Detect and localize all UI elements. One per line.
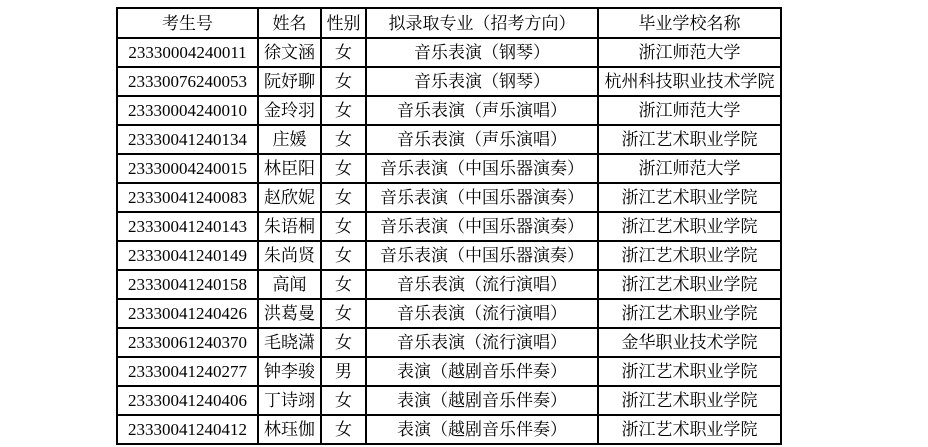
cell-major: 音乐表演（中国乐器演奏） xyxy=(366,241,598,270)
cell-gender: 女 xyxy=(321,96,366,125)
cell-school: 浙江艺术职业学院 xyxy=(598,183,781,212)
cell-exam-number: 23330041240083 xyxy=(117,183,258,212)
cell-gender: 女 xyxy=(321,241,366,270)
cell-school: 浙江艺术职业学院 xyxy=(598,357,781,386)
header-exam-number: 考生号 xyxy=(117,8,258,38)
table-row xyxy=(117,183,781,212)
table-row xyxy=(117,212,781,241)
cell-gender: 女 xyxy=(321,154,366,183)
header-name: 姓名 xyxy=(258,8,321,38)
table-row xyxy=(117,154,781,183)
cell-exam-number: 23330004240010 xyxy=(117,96,258,125)
cell-gender: 女 xyxy=(321,299,366,328)
cell-name: 林珏伽 xyxy=(258,415,321,444)
table-row xyxy=(117,299,781,328)
table-row xyxy=(117,96,781,125)
cell-name: 金玲羽 xyxy=(258,96,321,125)
cell-gender: 女 xyxy=(321,386,366,415)
table-body xyxy=(117,38,781,444)
cell-name: 毛晓潇 xyxy=(258,328,321,357)
cell-exam-number: 23330004240011 xyxy=(117,38,258,67)
cell-gender: 女 xyxy=(321,328,366,357)
header-school: 毕业学校名称 xyxy=(598,8,781,38)
cell-major: 音乐表演（中国乐器演奏） xyxy=(366,154,598,183)
cell-gender: 女 xyxy=(321,270,366,299)
cell-major: 表演（越剧音乐伴奏） xyxy=(366,386,598,415)
cell-major: 音乐表演（声乐演唱） xyxy=(366,125,598,154)
cell-name: 丁诗翊 xyxy=(258,386,321,415)
cell-school: 浙江艺术职业学院 xyxy=(598,270,781,299)
cell-school: 浙江师范大学 xyxy=(598,154,781,183)
cell-school: 浙江艺术职业学院 xyxy=(598,386,781,415)
cell-exam-number: 23330041240143 xyxy=(117,212,258,241)
cell-major: 音乐表演（流行演唱） xyxy=(366,270,598,299)
header-row xyxy=(117,8,781,38)
cell-exam-number: 23330041240406 xyxy=(117,386,258,415)
cell-exam-number: 23330061240370 xyxy=(117,328,258,357)
cell-exam-number: 23330041240426 xyxy=(117,299,258,328)
cell-school: 浙江师范大学 xyxy=(598,96,781,125)
cell-major: 音乐表演（中国乐器演奏） xyxy=(366,212,598,241)
cell-school: 杭州科技职业技术学院 xyxy=(598,67,781,96)
table-row xyxy=(117,38,781,67)
cell-major: 音乐表演（钢琴） xyxy=(366,38,598,67)
cell-exam-number: 23330004240015 xyxy=(117,154,258,183)
cell-gender: 女 xyxy=(321,415,366,444)
cell-major: 音乐表演（钢琴） xyxy=(366,67,598,96)
cell-exam-number: 23330041240158 xyxy=(117,270,258,299)
cell-gender: 女 xyxy=(321,67,366,96)
table-header xyxy=(117,8,781,38)
cell-gender: 男 xyxy=(321,357,366,386)
cell-school: 浙江艺术职业学院 xyxy=(598,212,781,241)
cell-name: 钟李骏 xyxy=(258,357,321,386)
table-row xyxy=(117,386,781,415)
cell-school: 金华职业技术学院 xyxy=(598,328,781,357)
cell-gender: 女 xyxy=(321,38,366,67)
cell-name: 阮妤聊 xyxy=(258,67,321,96)
cell-major: 音乐表演（声乐演唱） xyxy=(366,96,598,125)
cell-school: 浙江艺术职业学院 xyxy=(598,241,781,270)
cell-exam-number: 23330041240277 xyxy=(117,357,258,386)
table-row xyxy=(117,357,781,386)
cell-gender: 女 xyxy=(321,125,366,154)
header-major: 拟录取专业（招考方向） xyxy=(366,8,598,38)
cell-school: 浙江艺术职业学院 xyxy=(598,299,781,328)
cell-school: 浙江艺术职业学院 xyxy=(598,125,781,154)
cell-exam-number: 23330041240412 xyxy=(117,415,258,444)
cell-school: 浙江师范大学 xyxy=(598,38,781,67)
admission-roster-table xyxy=(116,7,782,445)
cell-name: 高闻 xyxy=(258,270,321,299)
cell-name: 洪葛曼 xyxy=(258,299,321,328)
cell-major: 音乐表演（流行演唱） xyxy=(366,299,598,328)
table-row xyxy=(117,241,781,270)
cell-gender: 女 xyxy=(321,212,366,241)
header-gender: 性别 xyxy=(321,8,366,38)
cell-gender: 女 xyxy=(321,183,366,212)
table-row xyxy=(117,67,781,96)
cell-major: 表演（越剧音乐伴奏） xyxy=(366,357,598,386)
table-row xyxy=(117,328,781,357)
cell-major: 表演（越剧音乐伴奏） xyxy=(366,415,598,444)
cell-major: 音乐表演（流行演唱） xyxy=(366,328,598,357)
cell-name: 庄媛 xyxy=(258,125,321,154)
cell-name: 林臣阳 xyxy=(258,154,321,183)
cell-name: 朱语桐 xyxy=(258,212,321,241)
cell-major: 音乐表演（中国乐器演奏） xyxy=(366,183,598,212)
cell-exam-number: 23330041240149 xyxy=(117,241,258,270)
cell-name: 朱尚贤 xyxy=(258,241,321,270)
cell-exam-number: 23330076240053 xyxy=(117,67,258,96)
cell-name: 赵欣妮 xyxy=(258,183,321,212)
table-row xyxy=(117,125,781,154)
cell-school: 浙江艺术职业学院 xyxy=(598,415,781,444)
table-row xyxy=(117,415,781,444)
cell-exam-number: 23330041240134 xyxy=(117,125,258,154)
table-row xyxy=(117,270,781,299)
cell-name: 徐文涵 xyxy=(258,38,321,67)
